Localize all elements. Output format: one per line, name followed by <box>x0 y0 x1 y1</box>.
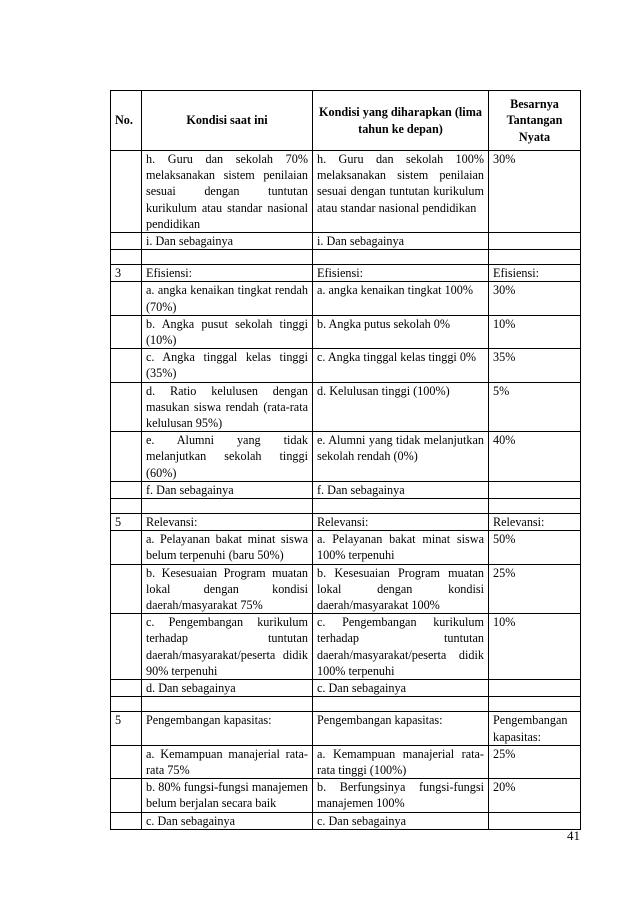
row-number <box>111 779 142 812</box>
expected-condition-cell: i. Dan sebagainya <box>313 233 489 250</box>
section-title: Relevansi: <box>142 514 313 531</box>
row-number <box>111 315 142 348</box>
row-number <box>111 614 142 680</box>
expected-condition-cell: c. Dan sebagainya <box>313 680 489 697</box>
table-row <box>111 315 581 348</box>
section-number: 3 <box>111 265 142 282</box>
challenge-cell: 25% <box>489 564 581 614</box>
current-condition-cell: b. Kesesuaian Program muatan lokal dengan kondisi daerah/masyarakat 75% <box>142 564 313 614</box>
section-row <box>111 712 581 745</box>
spacer-row <box>111 697 581 712</box>
expected-condition-cell: b. Kesesuaian Program muatan lokal dengan kondisi daerah/masyarakat 100% <box>313 564 489 614</box>
row-number <box>111 531 142 564</box>
row-number <box>111 745 142 778</box>
section-title: Efisiensi: <box>313 265 489 282</box>
expected-condition-cell: a. Pelayanan bakat minat siswa 100% terpenuhi <box>313 531 489 564</box>
row-number <box>111 812 142 829</box>
current-condition-cell: c. Angka tinggal kelas tinggi (35%) <box>142 349 313 382</box>
row-number <box>111 382 142 432</box>
challenge-cell: 30% <box>489 151 581 233</box>
table-row <box>111 349 581 382</box>
challenge-cell <box>489 812 581 829</box>
section-row <box>111 514 581 531</box>
expected-condition-cell: e. Alumni yang tidak melanjutkan sekolah rendah (0%) <box>313 432 489 482</box>
current-condition-cell: a. Kemampuan manajerial rata-rata 75% <box>142 745 313 778</box>
current-condition-cell: i. Dan sebagainya <box>142 233 313 250</box>
section-title: Efisiensi: <box>142 265 313 282</box>
row-number <box>111 432 142 482</box>
section-title: Pengembangan kapasitas: <box>313 712 489 745</box>
section-title: Pengembangan kapasitas: <box>489 712 581 745</box>
section-number: 5 <box>111 514 142 531</box>
challenge-cell: 50% <box>489 531 581 564</box>
table-row <box>111 481 581 498</box>
current-condition-cell: a. Pelayanan bakat minat siswa belum terpenuhi (baru 50%) <box>142 531 313 564</box>
table-row <box>111 531 581 564</box>
table-row <box>111 282 581 315</box>
expected-condition-cell: h. Guru dan sekolah 100% melaksanakan sistem penilaian sesuai dengan tuntutan kurikulum atau standar nasional pendidikan <box>313 151 489 233</box>
challenge-cell <box>489 233 581 250</box>
challenge-cell: 30% <box>489 282 581 315</box>
challenge-cell <box>489 481 581 498</box>
current-condition-cell: b. 80% fungsi-fungsi manajemen belum berjalan secara baik <box>142 779 313 812</box>
expected-condition-cell: a. Kemampuan manajerial rata-rata tinggi (100%) <box>313 745 489 778</box>
table-row <box>111 680 581 697</box>
expected-condition-cell: b. Angka putus sekolah 0% <box>313 315 489 348</box>
challenge-cell: 40% <box>489 432 581 482</box>
expected-condition-cell: c. Pengembangan kurikulum terhadap tuntutan daerah/masyarakat/peserta didik 100% terpenuhi <box>313 614 489 680</box>
section-number: 5 <box>111 712 142 745</box>
current-condition-cell: c. Pengembangan kurikulum terhadap tuntutan daerah/masyarakat/peserta didik 90% terpenuhi <box>142 614 313 680</box>
challenge-cell: 10% <box>489 614 581 680</box>
current-condition-cell: h. Guru dan sekolah 70% melaksanakan sistem penilaian sesuai dengan tuntutan kurikulum atau standar nasional pendidikan <box>142 151 313 233</box>
challenge-cell: 25% <box>489 745 581 778</box>
table-row <box>111 812 581 829</box>
header-expected-condition: Kondisi yang diharapkan (lima tahun ke depan) <box>313 91 489 151</box>
expected-condition-cell: b. Berfungsinya fungsi-fungsi manajemen 100% <box>313 779 489 812</box>
spacer-row <box>111 250 581 265</box>
current-condition-cell: b. Angka pusut sekolah tinggi (10%) <box>142 315 313 348</box>
challenge-cell: 10% <box>489 315 581 348</box>
row-number <box>111 564 142 614</box>
expected-condition-cell: a. angka kenaikan tingkat 100% <box>313 282 489 315</box>
table-row <box>111 779 581 812</box>
header-challenge: Besarnya Tantangan Nyata <box>489 91 581 151</box>
row-number <box>111 680 142 697</box>
section-title: Efisiensi: <box>489 265 581 282</box>
section-row <box>111 265 581 282</box>
table-header-row <box>111 91 581 151</box>
current-condition-cell: f. Dan sebagainya <box>142 481 313 498</box>
row-number <box>111 481 142 498</box>
page-number: 41 <box>567 828 580 843</box>
table-row <box>111 745 581 778</box>
challenge-cell: 35% <box>489 349 581 382</box>
table-row <box>111 432 581 482</box>
challenge-cell: 5% <box>489 382 581 432</box>
current-condition-cell: a. angka kenaikan tingkat rendah (70%) <box>142 282 313 315</box>
header-current-condition: Kondisi saat ini <box>142 91 313 151</box>
header-no: No. <box>111 91 142 151</box>
current-condition-cell: d. Dan sebagainya <box>142 680 313 697</box>
expected-condition-cell: c. Angka tinggal kelas tinggi 0% <box>313 349 489 382</box>
expected-condition-cell: f. Dan sebagainya <box>313 481 489 498</box>
target-conditions-table <box>110 90 581 830</box>
challenge-cell: 20% <box>489 779 581 812</box>
expected-condition-cell: d. Kelulusan tinggi (100%) <box>313 382 489 432</box>
table-row <box>111 614 581 680</box>
current-condition-cell: d. Ratio kelulusen dengan masukan siswa rendah (rata-rata kelulusan 95%) <box>142 382 313 432</box>
expected-condition-cell: c. Dan sebagainya <box>313 812 489 829</box>
table-row <box>111 233 581 250</box>
row-number <box>111 233 142 250</box>
table-row <box>111 151 581 233</box>
section-title: Relevansi: <box>489 514 581 531</box>
row-number <box>111 282 142 315</box>
section-title: Relevansi: <box>313 514 489 531</box>
table-row <box>111 382 581 432</box>
table-row <box>111 564 581 614</box>
section-title: Pengembangan kapasitas: <box>142 712 313 745</box>
row-number <box>111 151 142 233</box>
spacer-row <box>111 499 581 514</box>
current-condition-cell: e. Alumni yang tidak melanjutkan sekolah tinggi (60%) <box>142 432 313 482</box>
challenge-cell <box>489 680 581 697</box>
current-condition-cell: c. Dan sebagainya <box>142 812 313 829</box>
row-number <box>111 349 142 382</box>
